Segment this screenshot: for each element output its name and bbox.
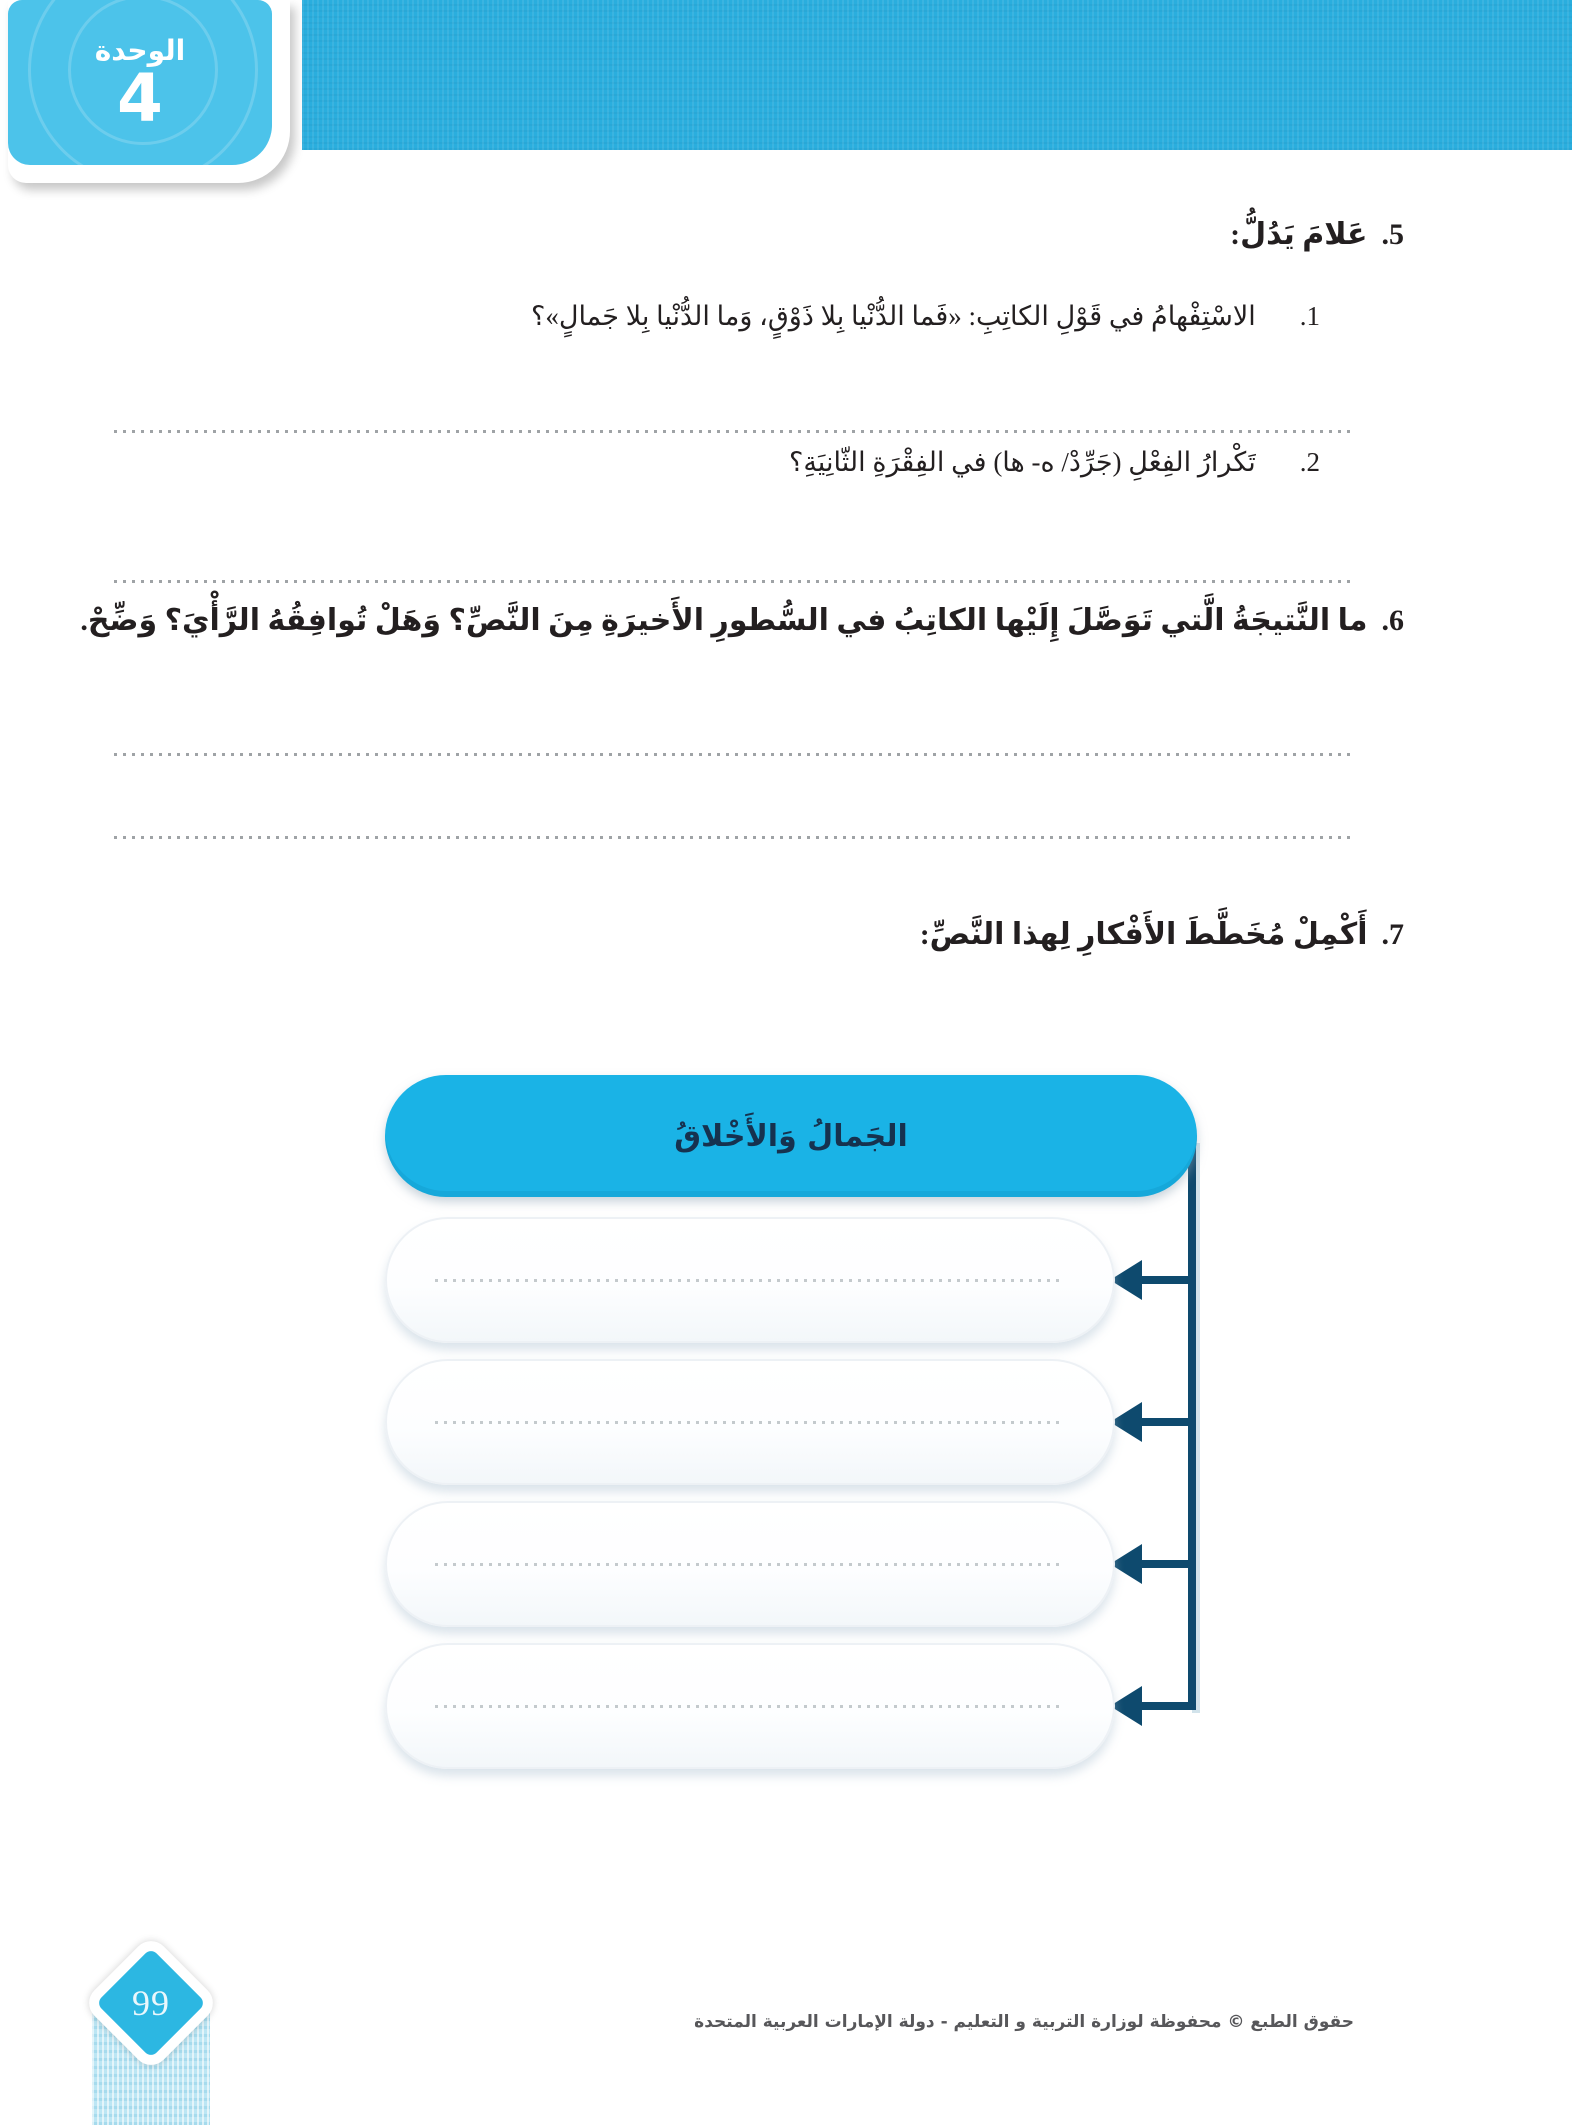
- connector-arm: [1140, 1276, 1196, 1284]
- page-number: 99: [132, 1983, 170, 2023]
- question-7-number: 7.: [1381, 918, 1404, 951]
- diagram-answer-box: [385, 1217, 1115, 1343]
- diagram-title-box: [385, 1075, 1197, 1197]
- item-1-number: 1.: [1299, 301, 1320, 331]
- answer-line: [435, 1279, 1065, 1282]
- diagram-answer-box: [385, 1359, 1115, 1485]
- diagram-title: الجَمالُ وَالأَخْلاقُ: [674, 1118, 908, 1154]
- question-6-text: ما النَّتيجَةُ الَّتي تَوَصَّلَ إِلَيْها الكاتِبُ في السُّطورِ الأَخيرَةِ مِنَ النَّصِّ؟ وَهَلْ تُوافِقُهُ الرَّأْيَ؟ وَضِّحْ.: [80, 604, 1368, 637]
- question-5-item-1: [531, 296, 1320, 338]
- copyright-notice: حقوق الطبع © محفوظة لوزارة التربية و التعليم - دولة الإمارات العربية المتحدة: [694, 2012, 1354, 2032]
- answer-line: [114, 753, 1354, 756]
- unit-badge-frame: [8, 0, 290, 183]
- answer-line: [114, 580, 1354, 583]
- question-5-text: عَلامَ يَدُلُّ:: [1230, 218, 1368, 251]
- item-2-text: تَكْرارُ الفِعْلِ (جَرِّدْ/ ه- ها) في الفِقْرَةِ الثّانِيَةِ؟: [789, 447, 1256, 477]
- item-2-number: 2.: [1299, 447, 1320, 477]
- question-5: [1230, 212, 1404, 259]
- answer-line: [435, 1563, 1065, 1566]
- header-band: [302, 0, 1572, 150]
- diagram-answer-box: [385, 1501, 1115, 1627]
- unit-badge: [8, 0, 272, 165]
- answer-line: [114, 430, 1354, 433]
- connector-arm: [1140, 1702, 1196, 1710]
- unit-label: الوحدة: [94, 34, 186, 68]
- answer-line: [435, 1421, 1065, 1424]
- badge-watermark-circle: [28, 0, 258, 165]
- question-6: [80, 598, 1404, 645]
- question-5-number: 5.: [1381, 218, 1404, 251]
- answer-line: [114, 836, 1354, 839]
- question-7-text: أَكْمِلْ مُخَطَّطَ الأَفْكارِ لِهذا النَّصِّ:: [919, 918, 1368, 951]
- connector-arm: [1140, 1418, 1196, 1426]
- connector-arm: [1140, 1560, 1196, 1568]
- unit-number: 4: [117, 59, 163, 137]
- diagram-answer-box: [385, 1643, 1115, 1769]
- item-1-text: الاسْتِفْهامُ في قَوْلِ الكاتِبِ: «فَما الدُّنْيا بِلا ذَوْقٍ، وَما الدُّنْيا بِلا جَمالٍ»؟: [531, 301, 1256, 331]
- question-5-item-2: [789, 442, 1320, 484]
- question-6-number: 6.: [1381, 604, 1404, 637]
- answer-line: [435, 1705, 1065, 1708]
- question-7: [920, 912, 1404, 959]
